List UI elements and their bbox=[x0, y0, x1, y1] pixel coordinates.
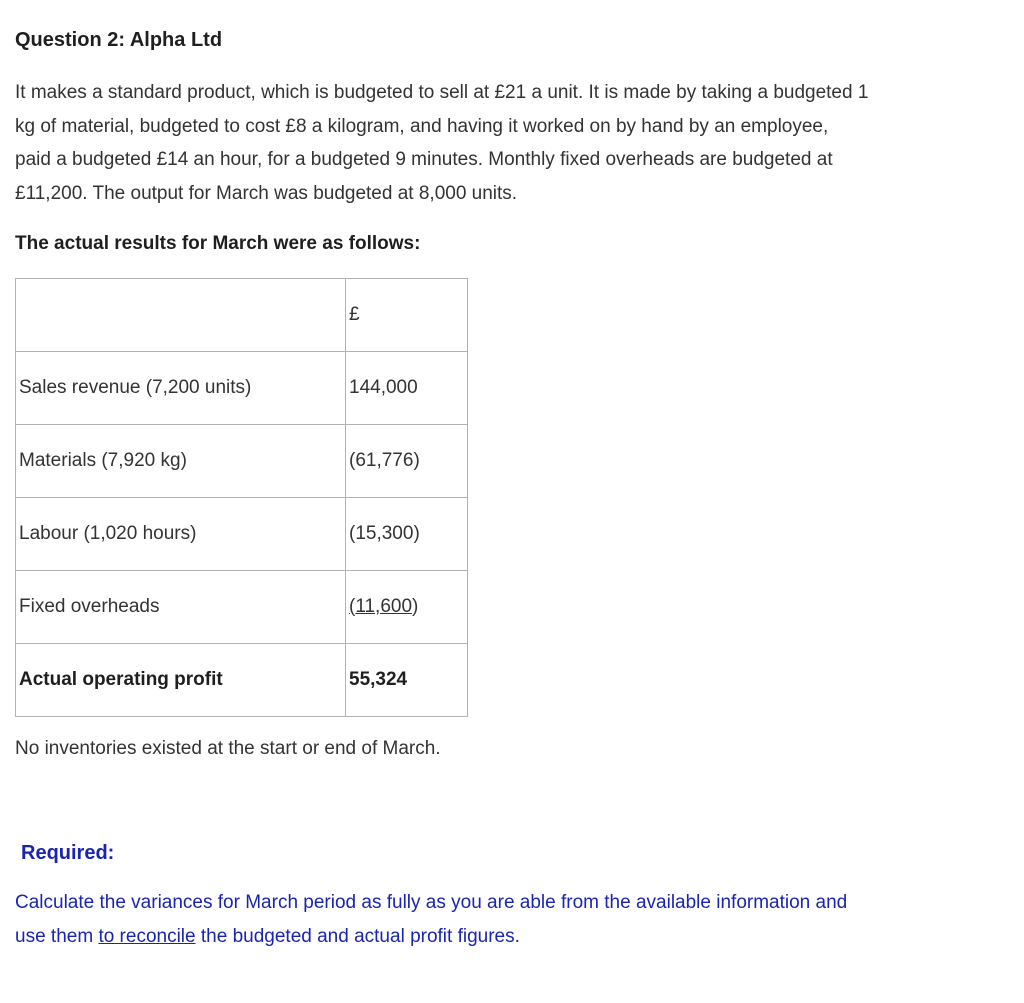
question-intro bbox=[15, 76, 1010, 210]
table-row bbox=[16, 571, 468, 644]
intro-line: £11,200. The output for March was budgeted at 8,000 units. bbox=[15, 182, 518, 204]
table-header-currency: £ bbox=[346, 279, 468, 352]
required-task bbox=[15, 886, 1010, 953]
table-row-total bbox=[16, 644, 468, 717]
intro-line: kg of material, budgeted to cost £8 a kilogram, and having it worked on by hand by an employee, bbox=[15, 115, 829, 137]
table-header-row bbox=[16, 279, 468, 352]
row-value: (61,776) bbox=[346, 425, 468, 498]
row-value: 144,000 bbox=[346, 352, 468, 425]
row-value-underlined: 11,600 bbox=[355, 596, 413, 617]
task-line: Calculate the variances for March period as fully as you are able from the available information and bbox=[15, 892, 848, 913]
row-value: 55,324 bbox=[346, 644, 468, 717]
actual-results-table bbox=[15, 278, 468, 717]
row-value-open-paren: ( bbox=[349, 596, 356, 617]
reconcile-link[interactable]: to reconcile bbox=[98, 925, 196, 947]
row-label: Materials (7,920 kg) bbox=[16, 425, 346, 498]
row-value bbox=[346, 571, 468, 644]
question-title: Question 2: Alpha Ltd bbox=[15, 29, 223, 51]
row-label: Labour (1,020 hours) bbox=[16, 498, 346, 571]
table-row bbox=[16, 425, 468, 498]
required-heading: Required: bbox=[21, 842, 115, 864]
inventory-note: No inventories existed at the start or end of March. bbox=[15, 738, 441, 759]
actual-results-heading: The actual results for March were as follows: bbox=[15, 233, 421, 254]
row-label: Fixed overheads bbox=[16, 571, 346, 644]
intro-line: paid a budgeted £14 an hour, for a budgeted 9 minutes. Monthly fixed overheads are budgeted at bbox=[15, 149, 833, 170]
row-label: Actual operating profit bbox=[16, 644, 346, 717]
table-header-label bbox=[16, 279, 346, 352]
task-line-start: use them bbox=[15, 925, 99, 947]
table-row bbox=[16, 352, 468, 425]
intro-line: It makes a standard product, which is budgeted to sell at £21 a unit. It is made by taking a budgeted 1 bbox=[15, 82, 869, 103]
table-row bbox=[16, 498, 468, 571]
question-page bbox=[15, 22, 1010, 953]
row-value-close-paren: ) bbox=[412, 596, 419, 617]
task-line-end: the budgeted and actual profit figures. bbox=[195, 925, 520, 947]
row-label: Sales revenue (7,200 units) bbox=[16, 352, 346, 425]
row-value: (15,300) bbox=[346, 498, 468, 571]
